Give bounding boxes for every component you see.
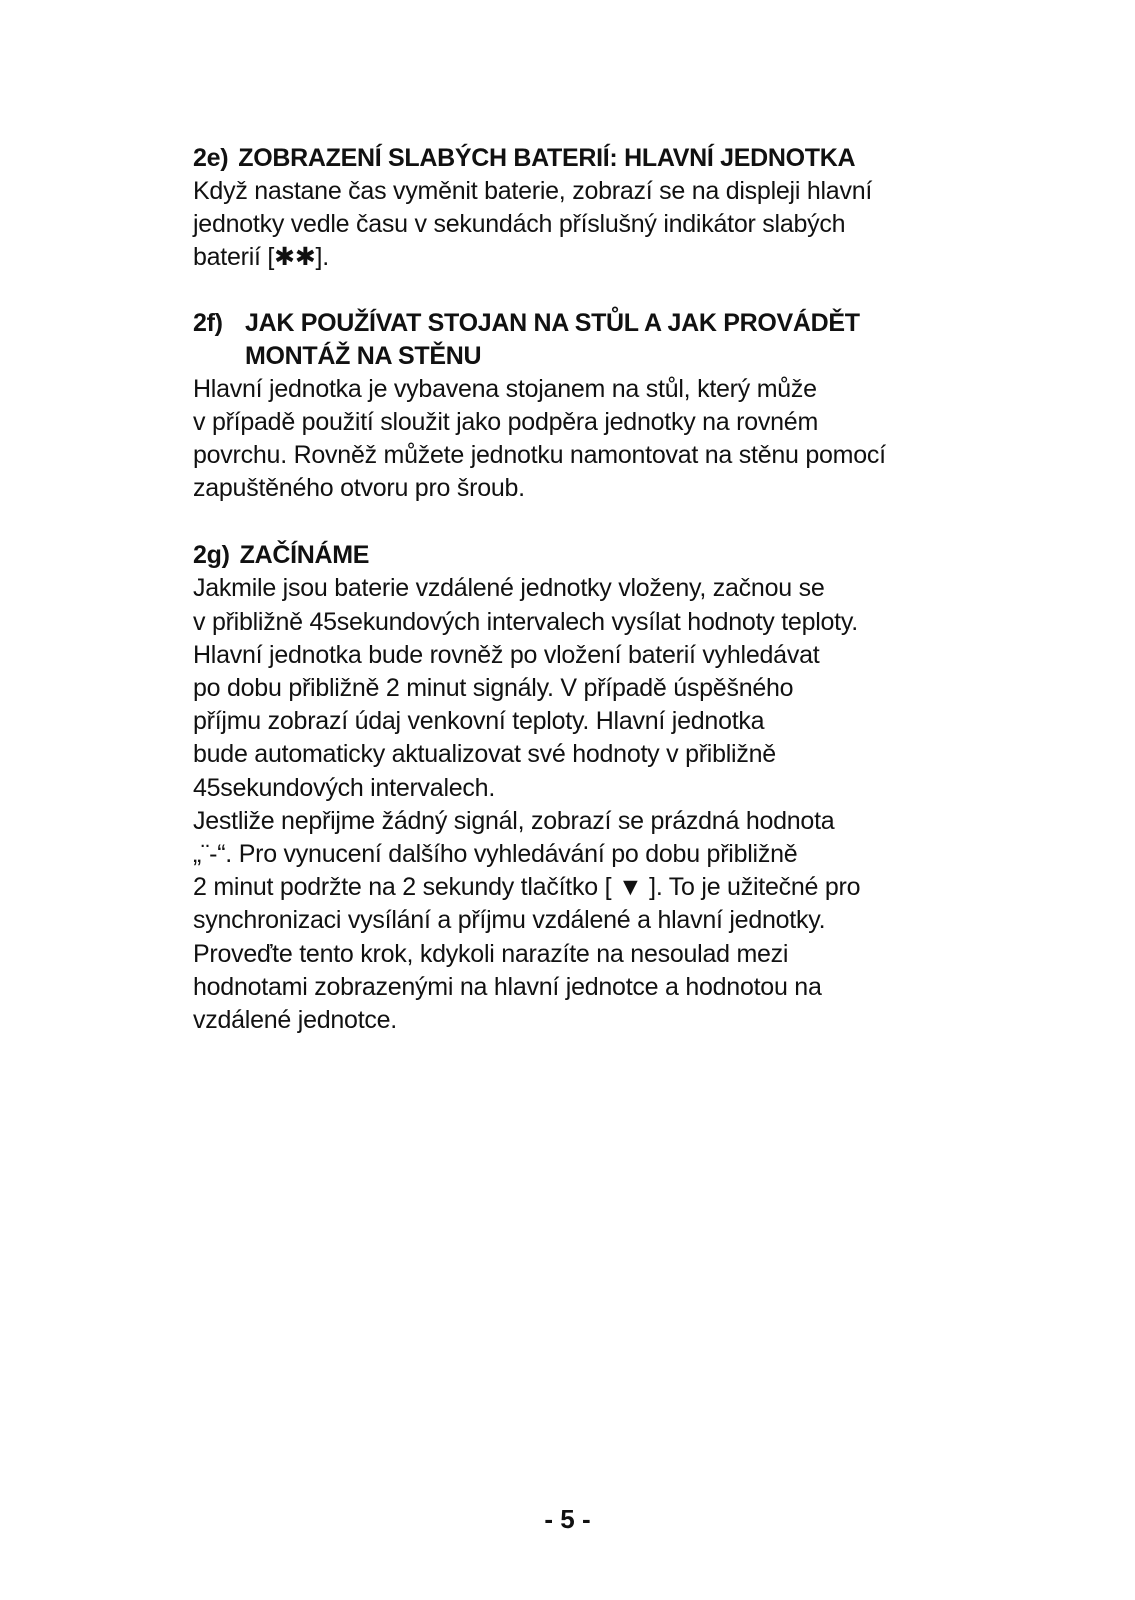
body-line: zapuštěného otvoru pro šroub. (193, 474, 525, 503)
page-number: - 5 - (544, 1504, 591, 1534)
section-heading (193, 307, 1013, 373)
section-title (245, 307, 1013, 373)
section-number: 2f) (193, 308, 223, 337)
spacer (193, 275, 1013, 307)
body-line: bude automaticky aktualizovat své hodnoty v přibližně (193, 740, 776, 769)
section-heading (193, 539, 1013, 572)
body-line: příjmu zobrazí údaj venkovní teploty. Hlavní jednotka (193, 707, 765, 736)
body-line: jednotky vedle času v sekundách příslušný indikátor slabých (193, 210, 846, 239)
body-line: Proveďte tento krok, kdykoli narazíte na nesoulad mezi (193, 939, 789, 968)
body-line: vzdálené jednotce. (193, 1006, 397, 1035)
section-number: 2g) (193, 541, 230, 570)
section-body (193, 373, 1013, 506)
section-2g (193, 539, 1013, 1037)
body-line: po dobu přibližně 2 minut signály. V případě úspěšného (193, 674, 794, 703)
section-title-line: JAK POUŽÍVAT STOJAN NA STŮL A JAK PROVÁDĚT (245, 308, 860, 337)
section-title: ZAČÍNÁME (239, 541, 370, 570)
body-line: 45sekundových intervalech. (193, 773, 496, 802)
body-line: povrchu. Rovněž můžete jednotku namontovat na stěnu pomocí (193, 441, 886, 470)
section-title: ZOBRAZENÍ SLABÝCH BATERIÍ: HLAVNÍ JEDNOTKA (238, 144, 856, 172)
body-line: v přibližně 45sekundových intervalech vysílat hodnoty teploty. (193, 607, 858, 636)
body-line: Jakmile jsou baterie vzdálené jednotky vloženy, začnou se (193, 574, 825, 603)
body-line: „¨-“. Pro vynucení dalšího vyhledávání po dobu přibližně (193, 840, 798, 869)
section-2f (193, 307, 1013, 506)
body-line: v případě použití sloužit jako podpěra jednotky na rovném (193, 407, 819, 436)
body-line: hodnotami zobrazenými na hlavní jednotce a hodnotou na (193, 972, 822, 1001)
section-2e (193, 142, 1013, 275)
body-line: baterií [✱✱]. (193, 243, 329, 272)
body-line: Hlavní jednotka je vybavena stojanem na stůl, který může (193, 374, 817, 403)
section-number: 2e) (193, 144, 229, 172)
body-line: Hlavní jednotka bude rovněž po vložení baterií vyhledávat (193, 640, 820, 669)
section-title-line: MONTÁŽ NA STĚNU (245, 341, 482, 370)
section-heading (193, 142, 1013, 175)
spacer (193, 505, 1013, 539)
page-content (193, 142, 1013, 1037)
section-body (193, 175, 1013, 275)
section-body (193, 572, 1013, 1037)
body-line: Když nastane čas vyměnit baterie, zobrazí se na displeji hlavní (193, 177, 873, 205)
body-line: 2 minut podržte na 2 sekundy tlačítko [ ▼ ]. To je užitečné pro (193, 873, 861, 902)
body-line: synchronizaci vysílání a příjmu vzdálené a hlavní jednotky. (193, 906, 826, 935)
body-line: Jestliže nepřijme žádný signál, zobrazí se prázdná hodnota (193, 806, 835, 835)
